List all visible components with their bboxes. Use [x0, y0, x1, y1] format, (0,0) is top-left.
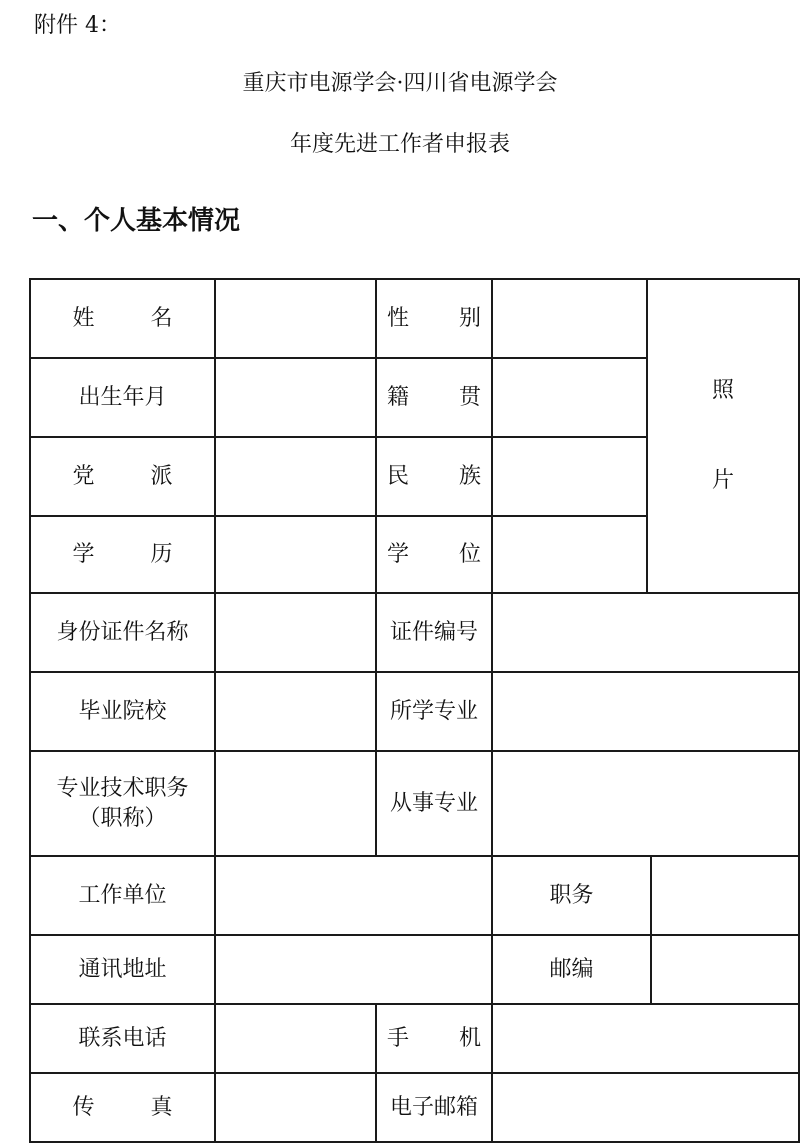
label-mobile: 手 机 — [375, 1003, 493, 1074]
label-id-type: 身份证件名称 — [29, 592, 216, 673]
field-birth[interactable] — [214, 357, 377, 438]
label-email: 电子邮箱 — [375, 1072, 493, 1143]
label-birth: 出生年月 — [29, 357, 216, 438]
field-mobile[interactable] — [491, 1003, 800, 1074]
field-postcode[interactable] — [650, 934, 800, 1005]
field-education[interactable] — [214, 515, 377, 594]
document-title: 重庆市电源学会·四川省电源学会 — [242, 71, 558, 96]
label-fax: 传 真 — [29, 1072, 216, 1143]
photo-box[interactable] — [646, 278, 800, 594]
field-id-type[interactable] — [214, 592, 377, 673]
label-id-number: 证件编号 — [375, 592, 493, 673]
label-ethnicity: 民 族 — [375, 436, 493, 517]
label-professional-title: 专业技术职务 （职称） — [29, 750, 216, 857]
label-degree: 学 位 — [375, 515, 493, 594]
label-employer: 工作单位 — [29, 855, 216, 936]
field-native-place[interactable] — [491, 357, 648, 438]
label-major: 所学专业 — [375, 671, 493, 752]
label-native-place: 籍 贯 — [375, 357, 493, 438]
document-subtitle: 年度先进工作者申报表 — [289, 132, 510, 157]
label-postcode: 邮编 — [491, 934, 652, 1005]
field-id-number[interactable] — [491, 592, 800, 673]
label-field: 从事专业 — [375, 750, 493, 857]
field-party[interactable] — [214, 436, 377, 517]
label-party: 党 派 — [29, 436, 216, 517]
label-address: 通讯地址 — [29, 934, 216, 1005]
label-position: 职务 — [491, 855, 652, 936]
field-address[interactable] — [214, 934, 493, 1005]
label-gender: 性 别 — [375, 278, 493, 359]
label-name: 姓 名 — [29, 278, 216, 359]
field-phone[interactable] — [214, 1003, 377, 1074]
field-major[interactable] — [491, 671, 800, 752]
photo-label-2: 片 — [711, 468, 734, 493]
field-email[interactable] — [491, 1072, 800, 1143]
label-education: 学 历 — [29, 515, 216, 594]
field-school[interactable] — [214, 671, 377, 752]
field-ethnicity[interactable] — [491, 436, 648, 517]
field-field[interactable] — [491, 750, 800, 857]
field-employer[interactable] — [214, 855, 493, 936]
photo-label-1: 照 — [711, 378, 734, 404]
field-gender[interactable] — [491, 278, 648, 359]
field-name[interactable] — [214, 278, 377, 359]
section-heading: 一、个人基本情况 — [32, 206, 241, 236]
field-fax[interactable] — [214, 1072, 377, 1143]
attachment-label: 附件 4： — [34, 13, 121, 38]
field-degree[interactable] — [491, 515, 648, 594]
label-school: 毕业院校 — [29, 671, 216, 752]
label-phone: 联系电话 — [29, 1003, 216, 1074]
field-professional-title[interactable] — [214, 750, 377, 857]
field-position[interactable] — [650, 855, 800, 936]
